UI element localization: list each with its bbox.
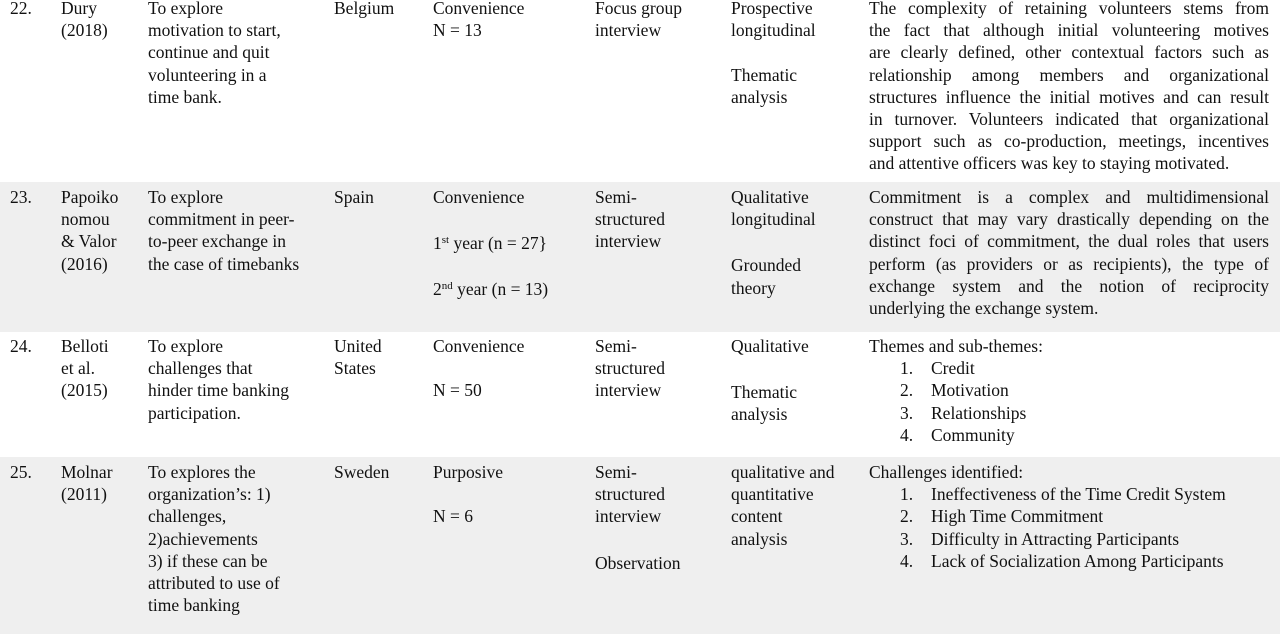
study-aim: To explore challenges that hinder time banking participation. [148,336,289,423]
study-author: Belloti et al. (2015) [61,336,109,401]
list-item: 3. Relationships [900,402,1027,423]
study-findings: Commitment is a complex and multidimensional construct that may vary drastically depending on the distinct foci of commitment, the dual roles that users perform (as providers or as recipients), the type of exchange system and the notion of reciprocity underlying the exchange system. [869,187,1269,319]
study-country: Belgium [334,0,395,18]
study-method: Semi- structured interview Observation [595,462,681,573]
study-country: Spain [334,187,374,207]
study-design: Qualitative longitudinal Grounded theory [731,187,816,298]
findings-list [869,357,1269,446]
findings-list [869,483,1269,572]
study-number: 24. [10,336,32,356]
study-author: Papoiko nomou & Valor (2016) [61,187,119,274]
study-method: Semi- structured interview [595,187,665,252]
list-item: 4. Lack of Socialization Among Participants [900,550,1224,571]
study-design: qualitative and quantitative content analysis [731,462,835,549]
study-country: Sweden [334,462,390,482]
study-author: Molnar (2011) [61,462,113,505]
study-method: Semi- structured interview [595,336,665,401]
study-sample: Purposive N = 6 [433,462,503,527]
study-findings [869,335,1269,446]
list-item: 4. Community [900,424,1015,445]
study-findings [869,461,1269,572]
study-aim: To explores the organization’s: 1) challenges, 2)achievements 3) if these can be attributed to use of time banking [148,462,280,616]
study-design: Prospective longitudinal Thematic analysis [731,0,816,107]
list-item: 1. Ineffectiveness of the Time Credit System [900,484,1226,505]
study-sample: Convenience N = 13 [433,0,525,41]
study-sample: Convenience 1st year (n = 27} 2nd year (n = 13) [433,187,549,300]
study-number: 23. [10,187,32,207]
list-item: 2. Motivation [900,380,1009,401]
list-item: 3. Difficulty in Attracting Participants [900,528,1180,549]
study-sample: Convenience N = 50 [433,336,525,401]
table-row [0,457,1280,634]
study-number: 22. [10,0,32,18]
study-findings: The complexity of retaining volunteers stems from the fact that although initial volunteering motives are clearly defined, other contextual factors such as relationship among members and organizational structures influence the initial motives and can result in turnover. Volunteers indicated that organizational support such as co-production, meetings, incentives and attentive officers was key to staying motivated. [869,0,1269,174]
list-item: 1. Credit [900,358,975,379]
list-item: 2. High Time Commitment [900,506,1104,527]
study-aim: To explore commitment in peer- to-peer exchange in the case of timebanks [148,187,300,274]
study-number: 25. [10,462,32,482]
table-row [0,0,1280,182]
table-row [0,332,1280,457]
study-aim: To explore motivation to start, continue and quit volunteering in a time bank. [148,0,281,107]
study-method: Focus group interview [595,0,683,41]
study-country: United States [334,336,382,379]
study-design: Qualitative Thematic analysis [731,336,809,425]
table-row [0,182,1280,332]
findings-heading: Themes and sub-themes: [869,336,1043,356]
findings-heading: Challenges identified: [869,462,1024,482]
study-author: Dury (2018) [61,0,108,41]
